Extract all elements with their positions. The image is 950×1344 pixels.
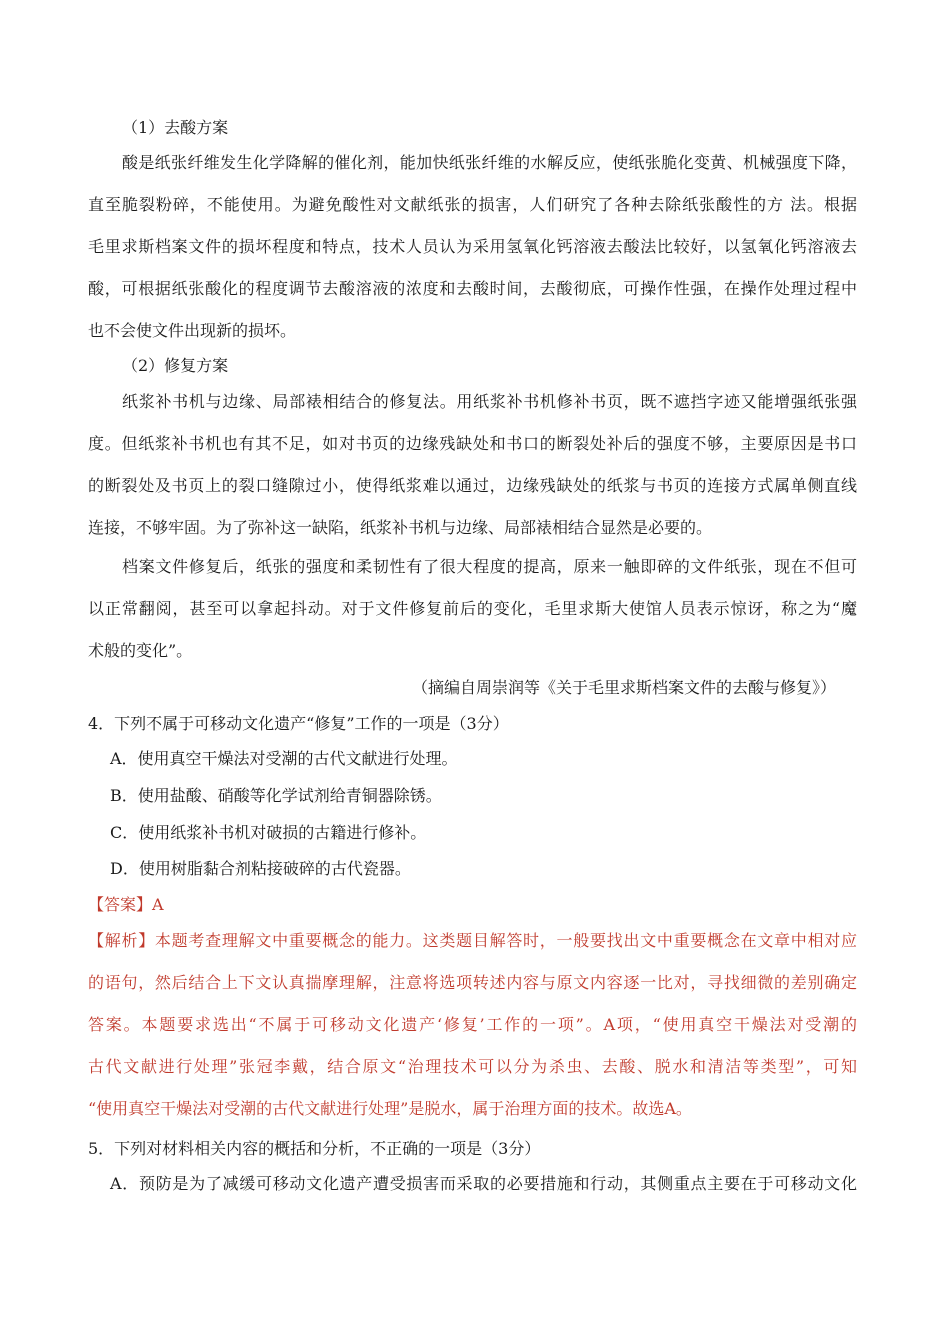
section-heading-repair: （2）修复方案 — [122, 356, 229, 375]
paragraph-line: 连接，不够牢固。为了弥补这一缺陷，纸浆补书机与边缘、局部裱相结合显然是必要的。 — [88, 518, 713, 537]
question-5-option-a: A．预防是为了减缓可移动文化遗产遭受损害而采取的必要措施和行动，其侧重点主要在于可移动文化 — [110, 1174, 857, 1193]
question-4-option-d: D．使用树脂黏合剂粘接破碎的古代瓷器。 — [110, 859, 411, 878]
paragraph-line: 也不会使文件出现新的损坏。 — [88, 321, 297, 340]
paragraph-line: 术般的变化”。 — [88, 641, 193, 660]
paragraph-line: 的断裂处及书页上的裂口缝隙过小，使得纸浆难以通过，边缘残缺处的纸浆与书页的连接方式属单侧直线 — [88, 476, 857, 495]
paragraph-line: 直至脆裂粉碎，不能使用。为避免酸性对文献纸张的损害，人们研究了各种去除纸张酸性的方 法。根据 — [88, 195, 857, 214]
source-citation: （摘编自周崇润等《关于毛里求斯档案文件的去酸与修复》） — [412, 678, 837, 697]
analysis-line: 答案。本题要求选出“不属于可移动文化遗产‘修复’工作的一项”。A项，“使用真空干燥法对受潮的 — [88, 1015, 857, 1034]
paragraph-line: 以正常翻阅，甚至可以拿起抖动。对于文件修复前后的变化，毛里求斯大使馆人员表示惊讶，称之为“魔 — [88, 599, 857, 618]
paragraph-line: 酸是纸张纤维发生化学降解的催化剂，能加快纸张纤维的水解反应，使纸张脆化变黄、机械强度下降， — [122, 153, 857, 172]
analysis-line: 的语句，然后结合上下文认真揣摩理解，注意将选项转述内容与原文内容逐一比对，寻找细微的差别确定 — [88, 973, 857, 992]
question-4-option-c: C．使用纸浆补书机对破损的古籍进行修补。 — [110, 823, 427, 842]
paragraph-line: 度。但纸浆补书机也有其不足，如对书页的边缘残缺处和书口的断裂处补后的强度不够，主要原因是书口 — [88, 434, 857, 453]
question-5-stem: 5．下列对材料相关内容的概括和分析，不正确的一项是（3分） — [88, 1139, 541, 1158]
question-4-stem: 4．下列不属于可移动文化遗产“修复”工作的一项是（3分） — [88, 714, 509, 733]
paragraph-line: 酸，可根据纸张酸化的程度调节去酸溶液的浓度和去酸时间，去酸彻底，可操作性强，在操作处理过程中 — [88, 279, 857, 298]
paragraph-line: 毛里求斯档案文件的损坏程度和特点，技术人员认为采用氢氧化钙溶液去酸法比较好，以氢氧化钙溶液去 — [88, 237, 857, 256]
paragraph-line: 纸浆补书机与边缘、局部裱相结合的修复法。用纸浆补书机修补书页，既不遮挡字迹又能增强纸张强 — [122, 392, 857, 411]
section-heading-deacid: （1）去酸方案 — [122, 118, 229, 137]
analysis-line: “使用真空干燥法对受潮的古代文献进行处理”是脱水，属于治理方面的技术。故选A。 — [88, 1099, 692, 1118]
question-4-option-b: B．使用盐酸、硝酸等化学试剂给青铜器除锈。 — [110, 786, 442, 805]
question-4-option-a: A．使用真空干燥法对受潮的古代文献进行处理。 — [110, 749, 458, 768]
answer-label: 【答案】A — [88, 895, 164, 914]
analysis-line: 古代文献进行处理”张冠李戴，结合原文“治理技术可以分为杀虫、去酸、脱水和清洁等类型”，可知 — [88, 1057, 857, 1076]
analysis-line: 【解析】本题考查理解文中重要概念的能力。这类题目解答时，一般要找出文中重要概念在文章中相对应 — [88, 931, 857, 950]
paragraph-line: 档案文件修复后，纸张的强度和柔韧性有了很大程度的提高，原来一触即碎的文件纸张，现在不但可 — [122, 557, 857, 576]
